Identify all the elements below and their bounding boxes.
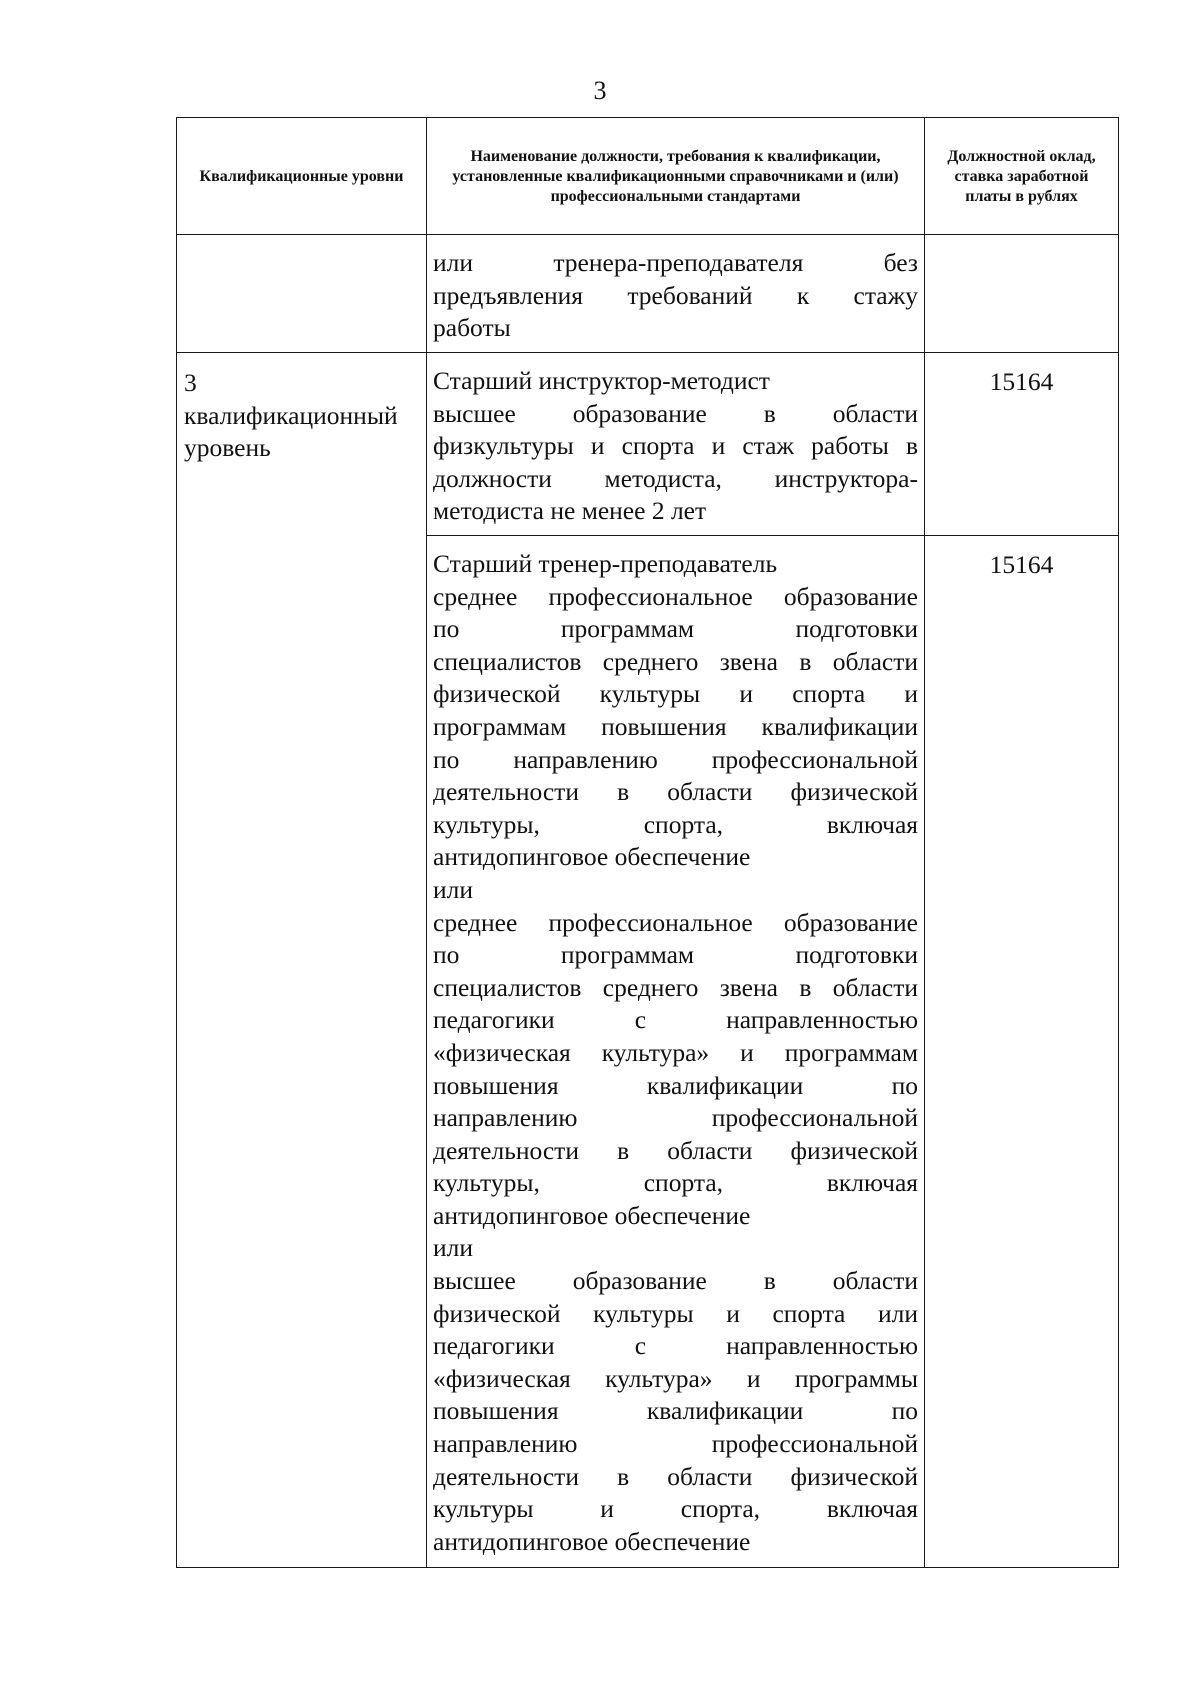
text-line: «физическая культура» и программы [433, 1363, 918, 1393]
description-cell [427, 536, 925, 1568]
text-line: среднее профессиональное образование [433, 581, 918, 611]
text-line: по программам подготовки [433, 940, 918, 970]
text-line: предъявления требований к стажу [433, 280, 918, 310]
description-lines [433, 548, 918, 1558]
text-line: уровень [184, 433, 271, 463]
text-line: специалистов среднего звена в области [433, 972, 918, 1002]
description-cell [427, 353, 925, 536]
salary-cell [925, 235, 1119, 353]
text-line: физической культуры и спорта или [433, 1298, 918, 1328]
text-line: высшее образование в области [433, 1266, 918, 1296]
text-line: квалификационный [184, 400, 398, 430]
text-line: должности методиста, инструктора- [433, 463, 918, 493]
text-line: по направлению профессиональной [433, 744, 918, 774]
level-cell [177, 353, 427, 1568]
text-line: физкультуры и спорта и стаж работы в [433, 431, 918, 461]
header-salary: Должностной оклад, ставка заработной платы в рублях [925, 118, 1119, 235]
level-cell [177, 235, 427, 353]
header-position-requirements: Наименование должности, требования к квалификации, установленные квалификационными справочниками и (или) профессиональными стандартами [427, 118, 925, 235]
text-line: «физическая культура» и программам [433, 1037, 918, 1067]
description-lines [433, 365, 918, 528]
text-line: культуры и спорта, включая [433, 1494, 918, 1524]
text-line: высшее образование в области [433, 398, 918, 428]
level-lines [184, 367, 422, 465]
text-line: деятельности в области физической [433, 777, 918, 807]
text-line: повышения квалификации по [433, 1396, 918, 1426]
text-line: методиста не менее 2 лет [433, 496, 707, 526]
text-line: или [433, 1233, 474, 1263]
text-line: антидопинговое обеспечение [433, 1200, 751, 1230]
text-line: педагогики с направленностью [433, 1331, 918, 1361]
text-line: направлению профессиональной [433, 1429, 918, 1459]
text-line: или тренера-преподавателя без [433, 248, 918, 277]
salary-cell: 15164 [925, 353, 1119, 536]
table-row [177, 235, 1119, 353]
text-line: работы [433, 313, 511, 343]
header-qualification-levels: Квалификационные уровни [177, 118, 427, 235]
text-line: среднее профессиональное образование [433, 907, 918, 937]
salary-cell: 15164 [925, 536, 1119, 1568]
page-number: 3 [593, 76, 607, 105]
text-line: культуры, спорта, включая [433, 1168, 918, 1198]
text-line: деятельности в области физической [433, 1135, 918, 1165]
text-line: или [433, 874, 474, 904]
qualification-table [176, 117, 1119, 1568]
text-line: 3 [184, 368, 197, 397]
description-lines [433, 247, 918, 345]
text-line: Старший инструктор-методист [433, 366, 770, 395]
text-line: программам повышения квалификации [433, 711, 918, 741]
text-line: физической культуры и спорта и [433, 679, 918, 709]
text-line: антидопинговое обеспечение [433, 842, 751, 872]
description-cell [427, 235, 925, 353]
text-line: по программам подготовки [433, 614, 918, 644]
text-line: деятельности в области физической [433, 1461, 918, 1491]
text-line: повышения квалификации по [433, 1070, 918, 1100]
text-line: культуры, спорта, включая [433, 809, 918, 839]
text-line: Старший тренер-преподаватель [433, 549, 778, 578]
text-line: направлению профессиональной [433, 1103, 918, 1133]
text-line: антидопинговое обеспечение [433, 1526, 751, 1556]
text-line: педагогики с направленностью [433, 1005, 918, 1035]
text-line: специалистов среднего звена в области [433, 646, 918, 676]
table-header-row [177, 118, 1119, 235]
table-row [177, 353, 1119, 536]
